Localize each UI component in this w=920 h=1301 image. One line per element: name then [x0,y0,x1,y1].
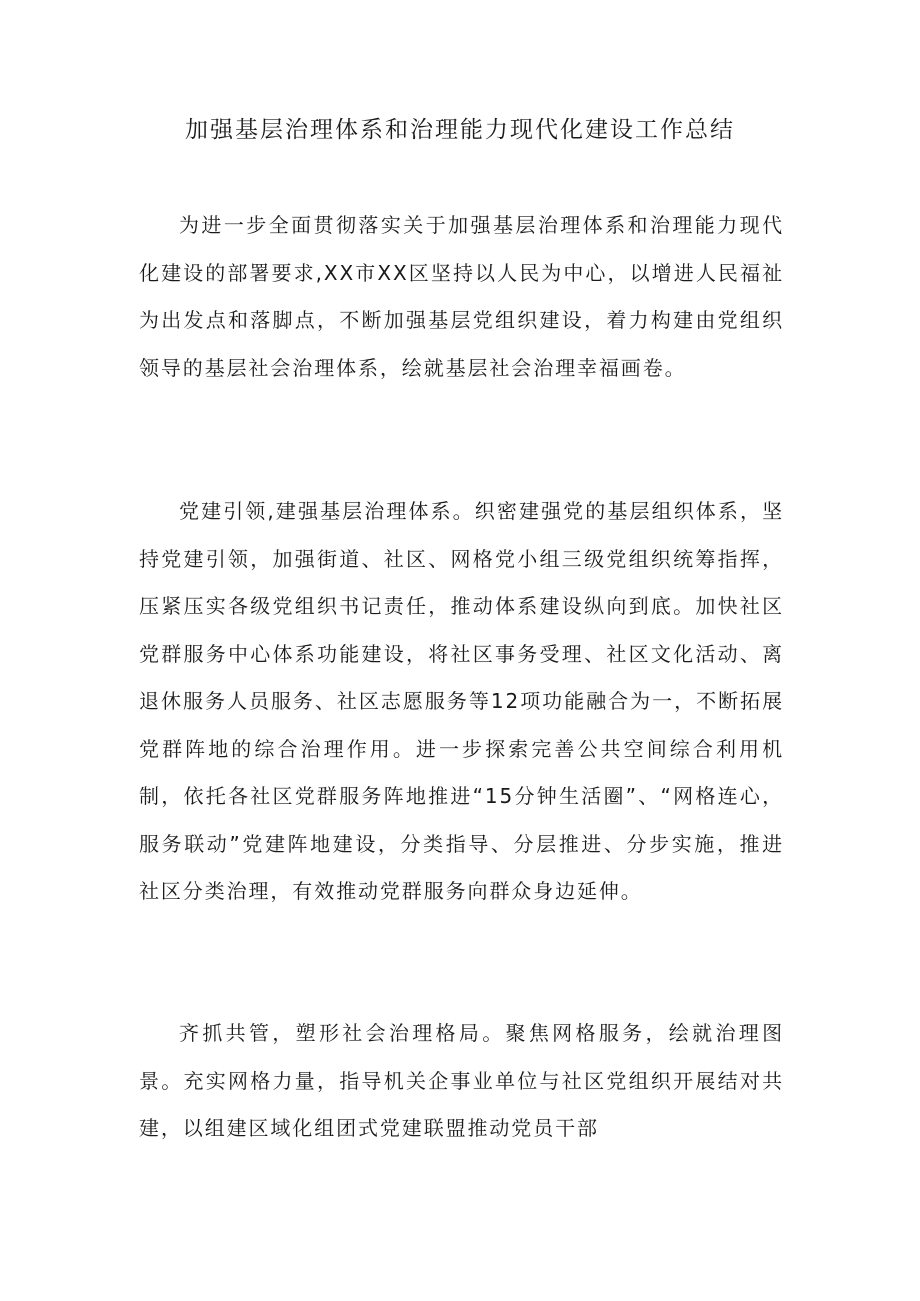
paragraph-2-container [139,488,784,916]
document-title: 加强基层治理体系和治理能力现代化建设工作总结 [185,117,735,143]
paragraph-3: 齐抓共管，塑形社会治理格局。聚焦网格服务，绘就治理图景。充实网格力量，指导机关企事业单位与社区党组织开展结对共建，以组建区域化组团式党建联盟推动党员干部 [139,1021,784,1140]
paragraph-3-container [139,1010,784,1153]
paragraph-2: 党建引领,建强基层治理体系。织密建强党的基层组织体系，坚持党建引领，加强街道、社区、网格党小组三级党组织统筹指挥，压紧压实各级党组织书记责任，推动体系建设纵向到底。加快社区党群服务中心体系功能建设，将社区事务受理、社区文化活动、离退休服务人员服务、社区志愿服务等12项功能融合为一，不断拓展党群阵地的综合治理作用。进一步探索完善公共空间综合利用机制，依托各社区党群服务阵地推进“15分钟生活圈”、“网格连心，服务联动”党建阵地建设，分类指导、分层推进、分步实施，推进社区分类治理，有效推动党群服务向群众身边延伸。 [139,499,784,903]
paragraph-1-container [139,202,784,392]
paragraph-1: 为进一步全面贯彻落实关于加强基层治理体系和治理能力现代化建设的部署要求,XX市XX区坚持以人民为中心，以增进人民福祉为出发点和落脚点，不断加强基层党组织建设，着力构建由党组织领导的基层社会治理体系，绘就基层社会治理幸福画卷。 [139,213,784,380]
